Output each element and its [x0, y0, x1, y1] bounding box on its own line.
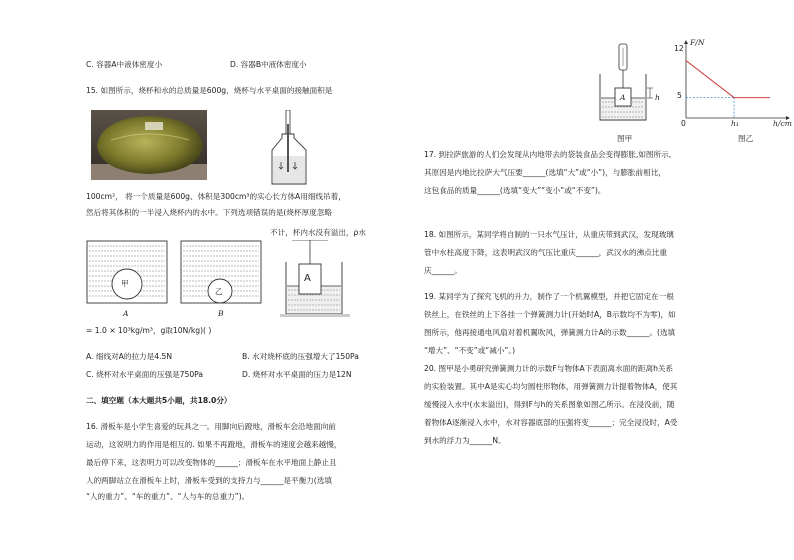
graph-tick-12: 12 — [674, 44, 684, 53]
q15-text-line3: 然后将其体积的一半浸入烧杯内的水中。下列选项错误的是(烧杯厚度忽略 — [86, 208, 332, 217]
block-label-a: A — [304, 273, 311, 284]
graph-tick-h1: h₁ — [731, 119, 739, 128]
q19-text-line4: “增大”、“不变”或“减小”。) — [424, 346, 516, 355]
q17-text-line3: 这包食品的质量______(选填“变大”“变小”或“不变”)。 — [424, 186, 606, 195]
q15-option-c: C. 烧杯对水平桌面的压强是750Pa — [86, 370, 204, 379]
q14-option-d: D. 容器B中液体密度小 — [230, 60, 307, 69]
q20-text-line4: 着物体A逐渐浸入水中，水对容器底部的压强将变______；完全浸没时，A受 — [424, 418, 678, 427]
q16-text-line1: 16. 滑板车是小学生喜爱的玩具之一。用脚向后蹬地，滑板车会沿地面向前 — [86, 422, 336, 431]
container-a-figure — [86, 240, 168, 306]
q16-text-line2: 运动，这说明力的作用是相互的. 如果不再蹬地，滑板车的速度会越来越慢， — [86, 440, 342, 449]
section-heading-fill-in: 二、填空题（本大题共5小题，共18.0分） — [86, 396, 232, 405]
container-label-a: A — [123, 309, 129, 318]
q15-option-a: A. 细线对A的拉力是4.5N — [86, 352, 172, 361]
ball-label-jia: 甲 — [121, 279, 129, 288]
q19-text-line1: 19. 某同学为了探究飞机的升力，制作了一个机翼模型，并把它固定在一根 — [424, 292, 674, 301]
q19-text-line3: 图所示，他再接通电风扇对着机翼吹风，弹簧测力计A的示数______。(选填 — [424, 328, 676, 337]
force-height-graph — [670, 38, 794, 130]
ball-label-yi: 乙 — [215, 287, 223, 296]
q19-text-line2: 铁丝上，在铁丝的上下各挂一个弹簧测力计(开始时A，B示数均不为零)，如 — [424, 310, 676, 319]
q15-option-d: D. 烧杯对水平桌面的压力是12N — [242, 370, 352, 379]
q20-text-line1: 20. 图甲是小勇研究弹簧测力计的示数F与物体A下表面离水面的距离h关系 — [424, 364, 674, 373]
graph-tick-5: 5 — [677, 91, 682, 100]
beaker-label-h: h — [655, 93, 660, 102]
q16-text-line4: 人的两脚站立在滑板车上时，滑板车受到的支持力与______是平衡力(选填 — [86, 476, 332, 485]
spring-scale-beaker-figure — [598, 42, 668, 124]
graph-series-line — [686, 61, 770, 98]
q20-text-line5: 到水的浮力为______N。 — [424, 436, 506, 445]
q15-option-b: B. 水对烧杯底的压强增大了150Pa — [242, 352, 359, 361]
graph-tick-0: 0 — [681, 119, 686, 128]
q16-text-line3: 最后停下来，这表明力可以改变物体的______；滑板车在水平地面上静止且 — [86, 458, 337, 467]
q14-option-c: C. 容器A中液体密度小 — [86, 60, 163, 69]
q15-text-line4: 不计，杯内水没有溢出，ρ水 — [270, 228, 366, 237]
caption-fig-jia: 图甲 — [617, 134, 633, 143]
q15-text-line5: = 1.0 × 10³kg/m³，g取10N/kg)( ) — [86, 326, 212, 335]
beaker-block-figure — [280, 240, 360, 318]
q15-text-line2: 100cm²， 将一个质量是600g、体积是300cm³的实心长方体A用细线吊着， — [86, 192, 346, 201]
q20-text-line3: 缓慢浸入水中(水未溢出)，得到F与h的关系图象如图乙所示。在浸没前，随 — [424, 400, 675, 409]
q15-text-line1: 15. 如图所示，烧杯和水的总质量是600g，烧杯与水平桌面的接触面积是 — [86, 86, 333, 95]
q17-text-line2: 其原因是内地比拉萨大气压要______(选填“大”或“小”)，与膨胀前相比， — [424, 168, 666, 177]
caption-fig-yi: 图乙 — [738, 134, 754, 143]
food-bag-photo — [91, 110, 207, 180]
q17-text-line1: 17. 到拉萨旅游的人们会发现从内地带去的袋装食品会变得膨胀,如图所示, — [424, 150, 672, 159]
q16-text-line5: “人的重力”、“车的重力”、“人与车的总重力”)。 — [86, 492, 250, 501]
beaker-label-a: A — [620, 93, 626, 102]
container-label-b: B — [218, 309, 224, 318]
q18-text-line3: 庆______。 — [424, 266, 462, 275]
q20-text-line2: 的实验装置。其中A是实心均匀圆柱形物体，用弹簧测力计提着物体A，使其 — [424, 382, 678, 391]
q18-text-line1: 18. 如图所示，某同学将自制的一只水气压计，从重庆带到武汉，发现玻璃 — [424, 230, 674, 239]
flask-figure — [266, 110, 316, 190]
graph-label-f: F/N — [690, 38, 705, 47]
graph-label-h: h/cm — [773, 119, 792, 128]
q18-text-line2: 管中水柱高度下降，这表明武汉的气压比重庆______，武汉水的沸点比重 — [424, 248, 667, 257]
